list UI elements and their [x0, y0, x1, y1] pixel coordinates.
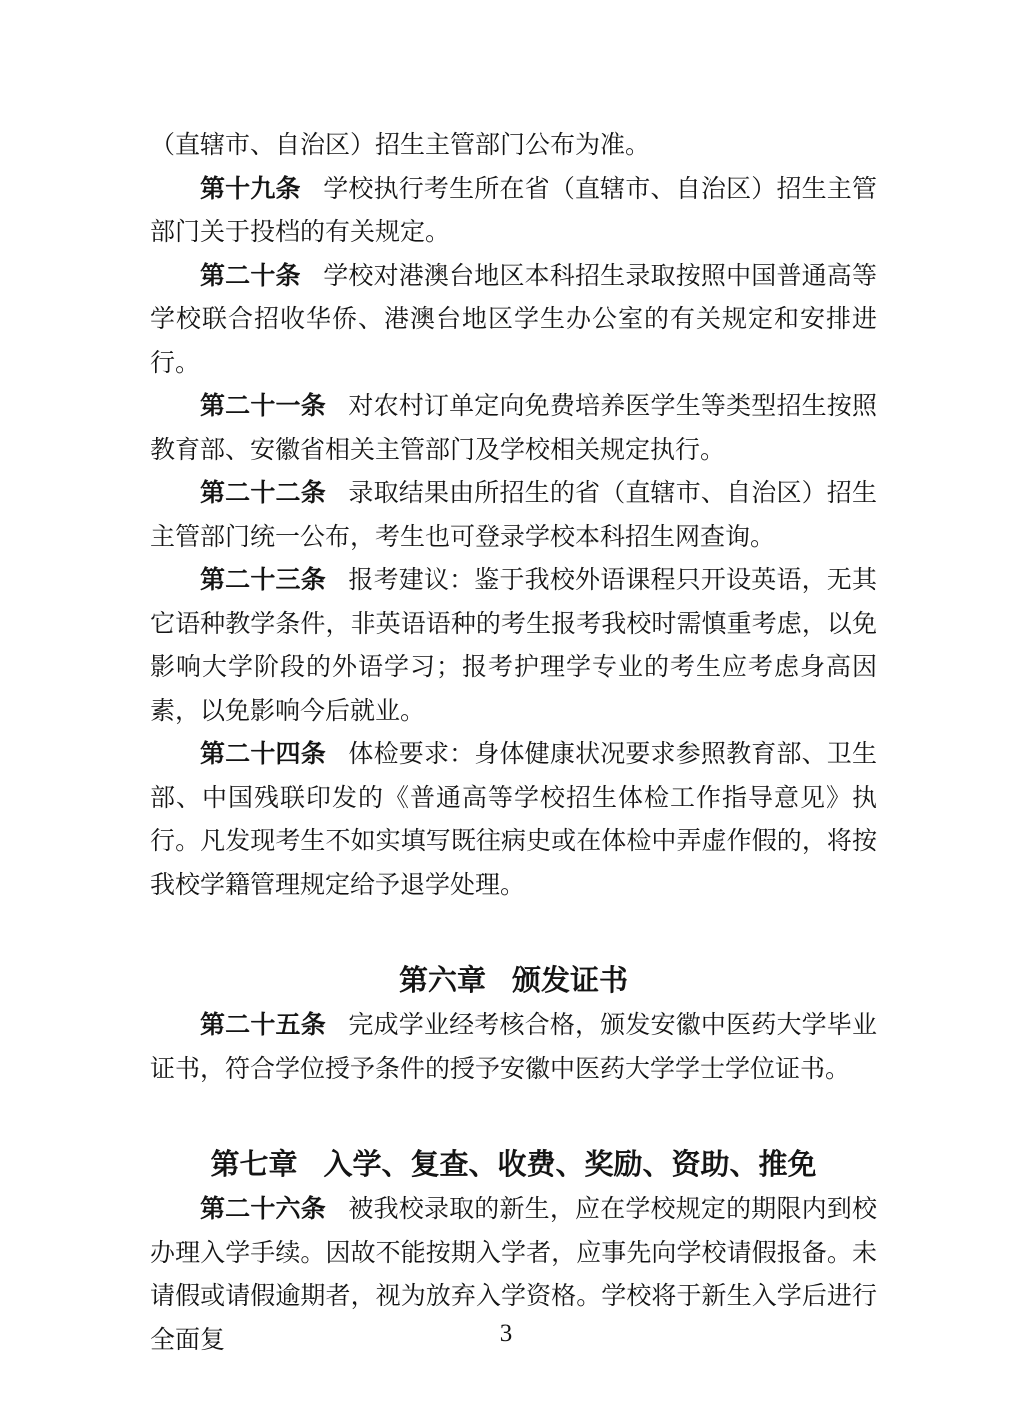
- article-21: [150, 385, 877, 472]
- article-26-text: 被我校录取的新生，应在学校规定的期限内到校办理入学手续。因故不能按期入学者，应事先向学校请假报备。未请假或请假逾期者，视为放弃入学资格。学校将于新生入学后进行全面复: [150, 1196, 877, 1354]
- article-25: [150, 1004, 877, 1091]
- article-22: [150, 472, 877, 559]
- article-23: [150, 559, 877, 733]
- article-24-number: 第二十四条: [200, 740, 326, 768]
- article-22-text: 录取结果由所招生的省（直辖市、自治区）招生主管部门统一公布，考生也可登录学校本科招生网查询。: [150, 480, 877, 551]
- chapter-7-title: 入学、复查、收费、奖励、资助、推免: [323, 1149, 817, 1181]
- chapter-6-title: 颁发证书: [512, 965, 629, 997]
- article-20: [150, 255, 877, 386]
- article-19-text: 学校执行考生所在省（直辖市、自治区）招生主管部门关于投档的有关规定。: [150, 175, 877, 246]
- article-21-number: 第二十一条: [200, 392, 326, 420]
- article-20-number: 第二十条: [200, 261, 301, 290]
- article-22-number: 第二十二条: [200, 479, 326, 507]
- article-26-number: 第二十六条: [200, 1195, 326, 1223]
- article-24: [150, 733, 877, 907]
- document-content: [150, 124, 877, 1362]
- chapter-7-number: 第七章: [210, 1149, 298, 1181]
- article-23-text: 报考建议：鉴于我校外语课程只开设英语，无其它语种教学条件，非英语语种的考生报考我校时需慎重考虑，以免影响大学阶段的外语学习；报考护理学专业的考生应考虑身高因素，以免影响今后就业。: [150, 567, 877, 725]
- page-number: 3: [499, 1320, 513, 1347]
- article-19-number: 第十九条: [200, 174, 301, 203]
- article-24-text: 体检要求：身体健康状况要求参照教育部、卫生部、中国残联印发的《普通高等学校招生体检工作指导意见》执行。凡发现考生不如实填写既往病史或在体检中弄虚作假的，将按我校学籍管理规定给予退学处理。: [150, 741, 877, 899]
- article-19: [150, 168, 877, 255]
- chapter-6-heading: [150, 959, 877, 1003]
- paragraph-continuation: [150, 124, 877, 168]
- article-25-text: 完成学业经考核合格，颁发安徽中医药大学毕业证书，符合学位授予条件的授予安徽中医药大学学士学位证书。: [150, 1012, 877, 1083]
- chapter-6-number: 第六章: [398, 965, 486, 997]
- article-20-text: 学校对港澳台地区本科招生录取按照中国普通高等学校联合招收华侨、港澳台地区学生办公室的有关规定和安排进行。: [150, 262, 877, 377]
- article-21-text: 对农村订单定向免费培养医学生等类型招生按照教育部、安徽省相关主管部门及学校相关规定执行。: [150, 393, 877, 464]
- paragraph-text: （直辖市、自治区）招生主管部门公布为准。: [150, 132, 651, 159]
- chapter-7-heading: [150, 1143, 877, 1187]
- article-23-number: 第二十三条: [200, 566, 326, 594]
- article-25-number: 第二十五条: [200, 1011, 326, 1039]
